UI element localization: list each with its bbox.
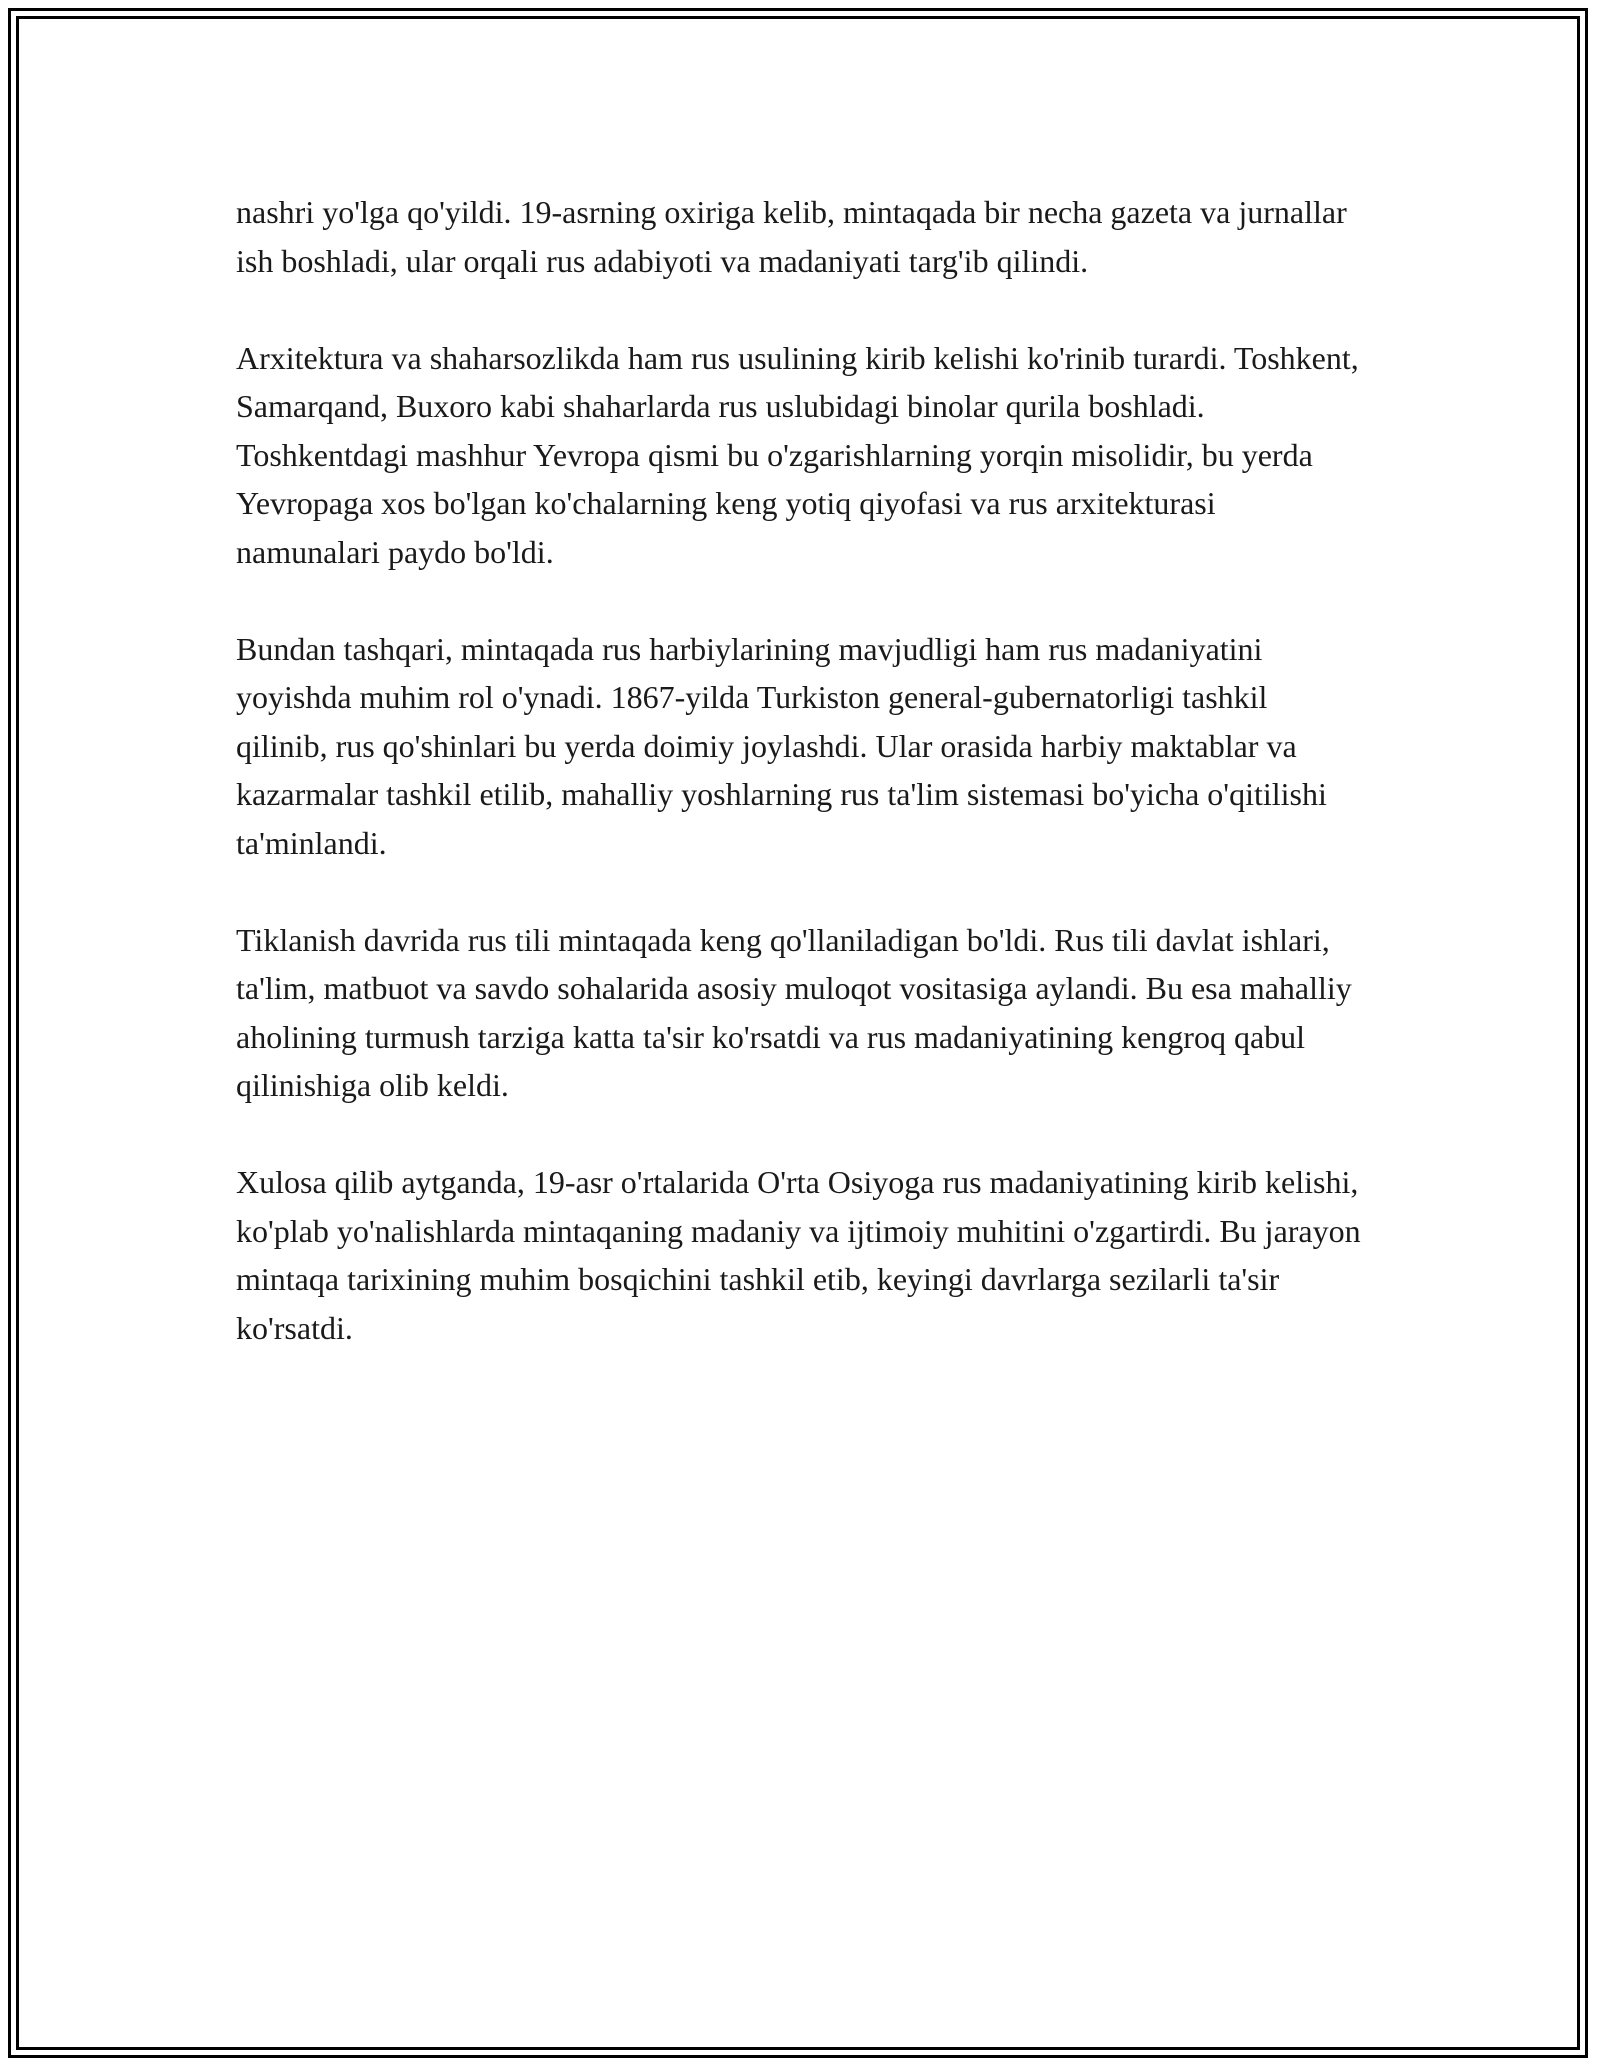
document-body: [236, 188, 1366, 1401]
paragraph-4: Tiklanish davrida rus tili mintaqada keng qo'llaniladigan bo'ldi. Rus tili davlat ishlari, ta'lim, matbuot va savdo sohalarida asosiy muloqot vositasiga aylandi. Bu esa mahalliy aholining turmush tarziga katta ta'sir ko'rsatdi va rus madaniyatining kengroq qabul qilinishiga olib keldi.: [236, 921, 1352, 1103]
paragraph-5: Xulosa qilib aytganda, 19-asr o'rtalarida O'rta Osiyoga rus madaniyatining kirib kelishi, ko'plab yo'nalishlarda mintaqaning madaniy va ijtimoiy muhitini o'zgartirdi. Bu jarayon mintaqa tarixining muhim bosqichini tashkil etib, keyingi davrlarga sezilarli ta'sir ko'rsatdi.: [236, 1164, 1361, 1346]
paragraph-2: Arxitektura va shaharsozlikda ham rus usulining kirib kelishi ko'rinib turardi. Toshkent, Samarqand, Buxoro kabi shaharlarda rus uslubidagi binolar qurila boshladi. Toshkentdagi mashhur Yevropa qismi bu o'zgarishlarning yorqin misolidir, bu yerda Yevropaga xos bo'lgan ko'chalarning keng yotiq qiyofasi va rus arxitekturasi namunalari paydo bo'ldi.: [236, 339, 1359, 570]
paragraph-1: nashri yo'lga qo'yildi. 19-asrning oxiriga kelib, mintaqada bir necha gazeta va jurnallar ish boshladi, ular orqali rus adabiyoti va madaniyati targ'ib qilindi.: [236, 194, 1347, 279]
paragraph-3: Bundan tashqari, mintaqada rus harbiylarining mavjudligi ham rus madaniyatini yoyishda muhim rol o'ynadi. 1867-yilda Turkiston general-gubernatorligi tashkil qilinib, rus qo'shinlari bu yerda doimiy joylashdi. Ular orasida harbiy maktablar va kazarmalar tashkil etilib, mahalliy yoshlarning rus ta'lim sistemasi bo'yicha o'qitilishi ta'minlandi.: [236, 630, 1327, 861]
